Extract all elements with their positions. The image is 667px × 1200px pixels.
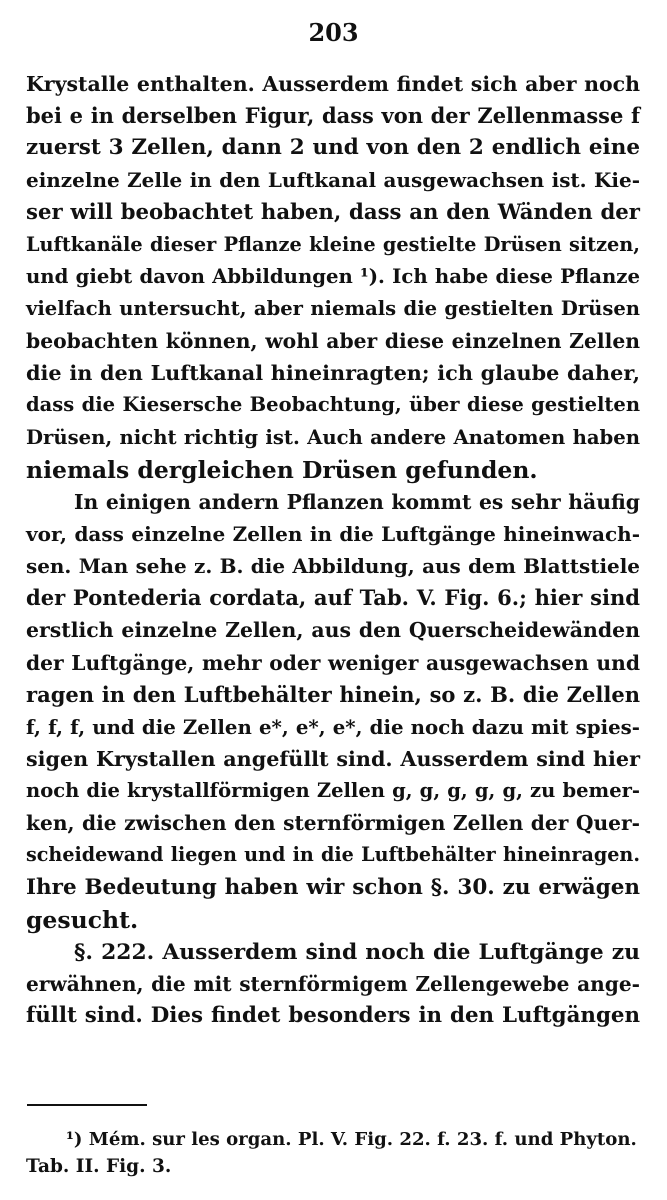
body-text [26, 68, 640, 1032]
footnote-divider [27, 1104, 147, 1106]
text-line: gesucht. [26, 905, 139, 934]
text-line: Ihre Bedeutung haben wir schon §. 30. zu erwägen [26, 874, 640, 900]
text-line: sigen Krystallen angefüllt sind. Ausserdem sind hier [26, 746, 640, 771]
text-line: Luftkanäle dieser Pflanze kleine gestielte Drüsen sitzen, [26, 232, 640, 256]
text-line: zuerst 3 Zellen, dann 2 und von den 2 endlich eine [26, 135, 640, 161]
text-line: die in den Luftkanal hineinragten; ich glaube daher, [26, 360, 640, 386]
text-line: f, f, f, und die Zellen e*, e*, e*, die noch dazu mit spies- [26, 714, 640, 739]
text-line: ken, die zwischen den sternförmigen Zellen der Quer- [26, 811, 640, 836]
text-line: bei e in derselben Figur, dass von der Zellenmasse f [26, 103, 640, 129]
text-line: Drüsen, nicht richtig ist. Auch andere Anatomen haben [26, 425, 640, 449]
text-line: Krystalle enthalten. Ausserdem findet sich aber noch [26, 72, 640, 96]
footnotes [26, 1126, 640, 1180]
text-line: erwähnen, die mit sternförmigem Zellengewebe ange- [26, 971, 640, 996]
text-line: einzelne Zelle in den Luftkanal ausgewachsen ist. Kie- [26, 168, 640, 193]
text-line: füllt sind. Dies findet besonders in den Luftgängen [26, 1003, 640, 1029]
text-line: dass die Kiesersche Beobachtung, über diese gestielten [26, 393, 640, 417]
text-line: vor, dass einzelne Zellen in die Luftgänge hineinwach- [26, 521, 640, 546]
text-line: erstlich einzelne Zellen, aus den Querscheidewänden [26, 618, 640, 643]
page-number: 203 [308, 18, 359, 47]
text-line: der Pontederia cordata, auf Tab. V. Fig. 6.; hier sind [26, 585, 640, 611]
footnote-line: ¹) Mém. sur les organ. Pl. V. Fig. 22. f. 23. f. und Phyton. [66, 1129, 637, 1150]
text-line: noch die krystallförmigen Zellen g, g, g, g, g, zu bemer- [26, 779, 640, 803]
text-line: ser will beobachtet haben, dass an den Wänden der [26, 199, 640, 225]
text-line: der Luftgänge, mehr oder weniger ausgewachsen und [26, 650, 640, 675]
text-line: vielfach untersucht, aber niemals die gestielten Drüsen [26, 296, 640, 320]
section-heading-line: §. 222. Ausserdem sind noch die Luftgänge zu [74, 938, 640, 965]
text-line: ragen in den Luftbehälter hinein, so z. B. die Zellen [26, 681, 640, 707]
text-line: scheidewand liegen und in die Luftbehälter hineinragen. [26, 843, 640, 867]
paragraph-start-line: In einigen andern Pflanzen kommt es sehr häufig [74, 489, 640, 514]
footnote-line: Tab. II. Fig. 3. [26, 1156, 172, 1177]
text-line: beobachten können, wohl aber diese einzelnen Zellen [26, 329, 640, 354]
text-line: und giebt davon Abbildungen ¹). Ich habe diese Pflanze [26, 264, 640, 288]
text-line: sen. Man sehe z. B. die Abbildung, aus dem Blattstiele [26, 554, 640, 579]
text-line: niemals dergleichen Drüsen gefunden. [26, 455, 538, 484]
